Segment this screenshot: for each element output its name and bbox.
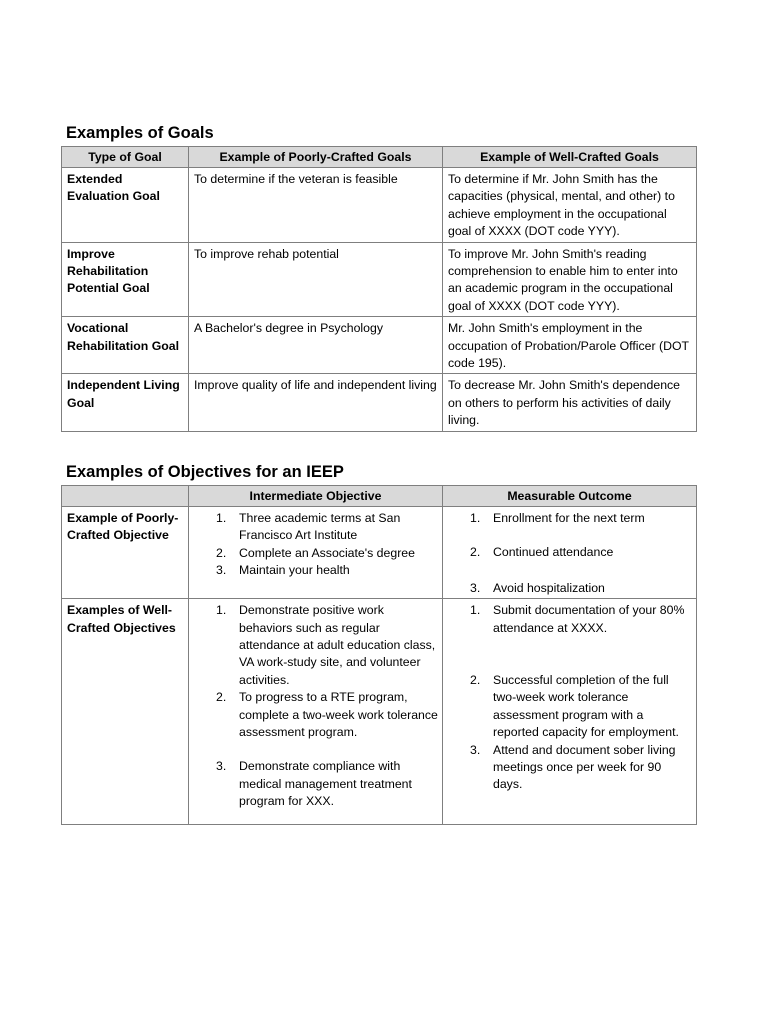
col-header-type: Type of Goal bbox=[62, 147, 189, 168]
item-text: Demonstrate positive work behaviors such as regular attendance at adult education class, VA work-study site, and volunteer activities. bbox=[239, 603, 436, 687]
goal-type: Extended Evaluation Goal bbox=[62, 168, 189, 243]
item-number: 3. bbox=[470, 742, 481, 757]
item-text: To progress to a RTE program, complete a two-week work tolerance assessment program. bbox=[239, 690, 438, 740]
item-text: Avoid hospitalization bbox=[493, 580, 605, 595]
item-text: Attend and document sober living meetings once per week for 90 days. bbox=[493, 742, 676, 792]
goal-poor: A Bachelor's degree in Psychology bbox=[189, 317, 443, 374]
list-item bbox=[448, 602, 692, 637]
outcome-cell bbox=[443, 599, 697, 825]
item-number: 1. bbox=[216, 603, 227, 618]
intermediate-cell bbox=[189, 507, 443, 599]
table-row bbox=[62, 374, 697, 431]
list-item bbox=[194, 510, 438, 545]
item-number: 2. bbox=[470, 545, 481, 560]
table-row bbox=[62, 168, 697, 243]
list-item bbox=[448, 672, 692, 742]
table-row bbox=[62, 599, 697, 825]
item-text: Submit documentation of your 80% attendance at XXXX. bbox=[493, 603, 685, 635]
goal-type: Improve Rehabilitation Potential Goal bbox=[62, 242, 189, 317]
outcome-list bbox=[448, 510, 692, 597]
list-item bbox=[448, 580, 692, 597]
outcome-cell bbox=[443, 507, 697, 599]
list-item bbox=[194, 758, 438, 810]
item-text: Complete an Associate's degree bbox=[239, 545, 415, 560]
goal-well: To decrease Mr. John Smith's dependence on others to perform his activities of daily living. bbox=[443, 374, 697, 431]
table-row bbox=[62, 242, 697, 317]
intermediate-list bbox=[194, 602, 438, 810]
table-row bbox=[62, 507, 697, 599]
item-number: 2. bbox=[216, 690, 227, 705]
list-item bbox=[194, 602, 438, 689]
objectives-header-row bbox=[62, 486, 697, 507]
list-item bbox=[194, 545, 438, 562]
col-header-poor: Example of Poorly-Crafted Goals bbox=[189, 147, 443, 168]
goal-type: Independent Living Goal bbox=[62, 374, 189, 431]
list-item bbox=[448, 544, 692, 561]
list-item bbox=[448, 510, 692, 527]
table-row bbox=[62, 317, 697, 374]
goal-well: To determine if Mr. John Smith has the capacities (physical, mental, and other) to achieve employment in the occupational goal of XXXX (DOT code YYY). bbox=[443, 168, 697, 243]
goal-well: To improve Mr. John Smith's reading comprehension to enable him to enter into an academic program in the occupational goal of XXXX (DOT code YYY). bbox=[443, 242, 697, 317]
item-text: Three academic terms at San Francisco Art Institute bbox=[239, 511, 401, 543]
item-number: 1. bbox=[470, 603, 481, 618]
item-number: 3. bbox=[216, 563, 227, 578]
objectives-title: Examples of Objectives for an IEEP bbox=[66, 463, 344, 481]
item-text: Successful completion of the full two-week work tolerance assessment program with a reported capacity for employment. bbox=[493, 673, 679, 740]
goal-well: Mr. John Smith's employment in the occupation of Probation/Parole Officer (DOT code 195). bbox=[443, 317, 697, 374]
goal-poor: To determine if the veteran is feasible bbox=[189, 168, 443, 243]
item-text: Demonstrate compliance with medical management treatment program for XXX. bbox=[239, 759, 412, 809]
col-header-outcome: Measurable Outcome bbox=[443, 486, 697, 507]
item-number: 2. bbox=[216, 545, 227, 560]
objectives-table bbox=[61, 485, 697, 825]
col-header-intermediate: Intermediate Objective bbox=[189, 486, 443, 507]
item-number: 2. bbox=[470, 673, 481, 688]
goal-type: Vocational Rehabilitation Goal bbox=[62, 317, 189, 374]
col-header-well: Example of Well-Crafted Goals bbox=[443, 147, 697, 168]
item-text: Enrollment for the next term bbox=[493, 511, 645, 525]
goals-table bbox=[61, 146, 697, 432]
item-number: 1. bbox=[216, 511, 227, 525]
goals-header-row bbox=[62, 147, 697, 168]
item-number: 3. bbox=[470, 580, 481, 595]
col-header-blank bbox=[62, 486, 189, 507]
item-text: Continued attendance bbox=[493, 545, 614, 560]
objective-label: Examples of Well-Crafted Objectives bbox=[62, 599, 189, 825]
goal-poor: To improve rehab potential bbox=[189, 242, 443, 317]
list-item bbox=[194, 562, 438, 579]
item-number: 3. bbox=[216, 759, 227, 774]
goal-poor: Improve quality of life and independent living bbox=[189, 374, 443, 431]
item-text: Maintain your health bbox=[239, 563, 350, 578]
list-item bbox=[448, 742, 692, 794]
intermediate-cell bbox=[189, 599, 443, 825]
item-number: 1. bbox=[470, 511, 481, 525]
objective-label: Example of Poorly-Crafted Objective bbox=[62, 507, 189, 599]
goals-title: Examples of Goals bbox=[66, 124, 214, 142]
outcome-list bbox=[448, 602, 692, 794]
intermediate-list bbox=[194, 510, 438, 580]
list-item bbox=[194, 689, 438, 741]
